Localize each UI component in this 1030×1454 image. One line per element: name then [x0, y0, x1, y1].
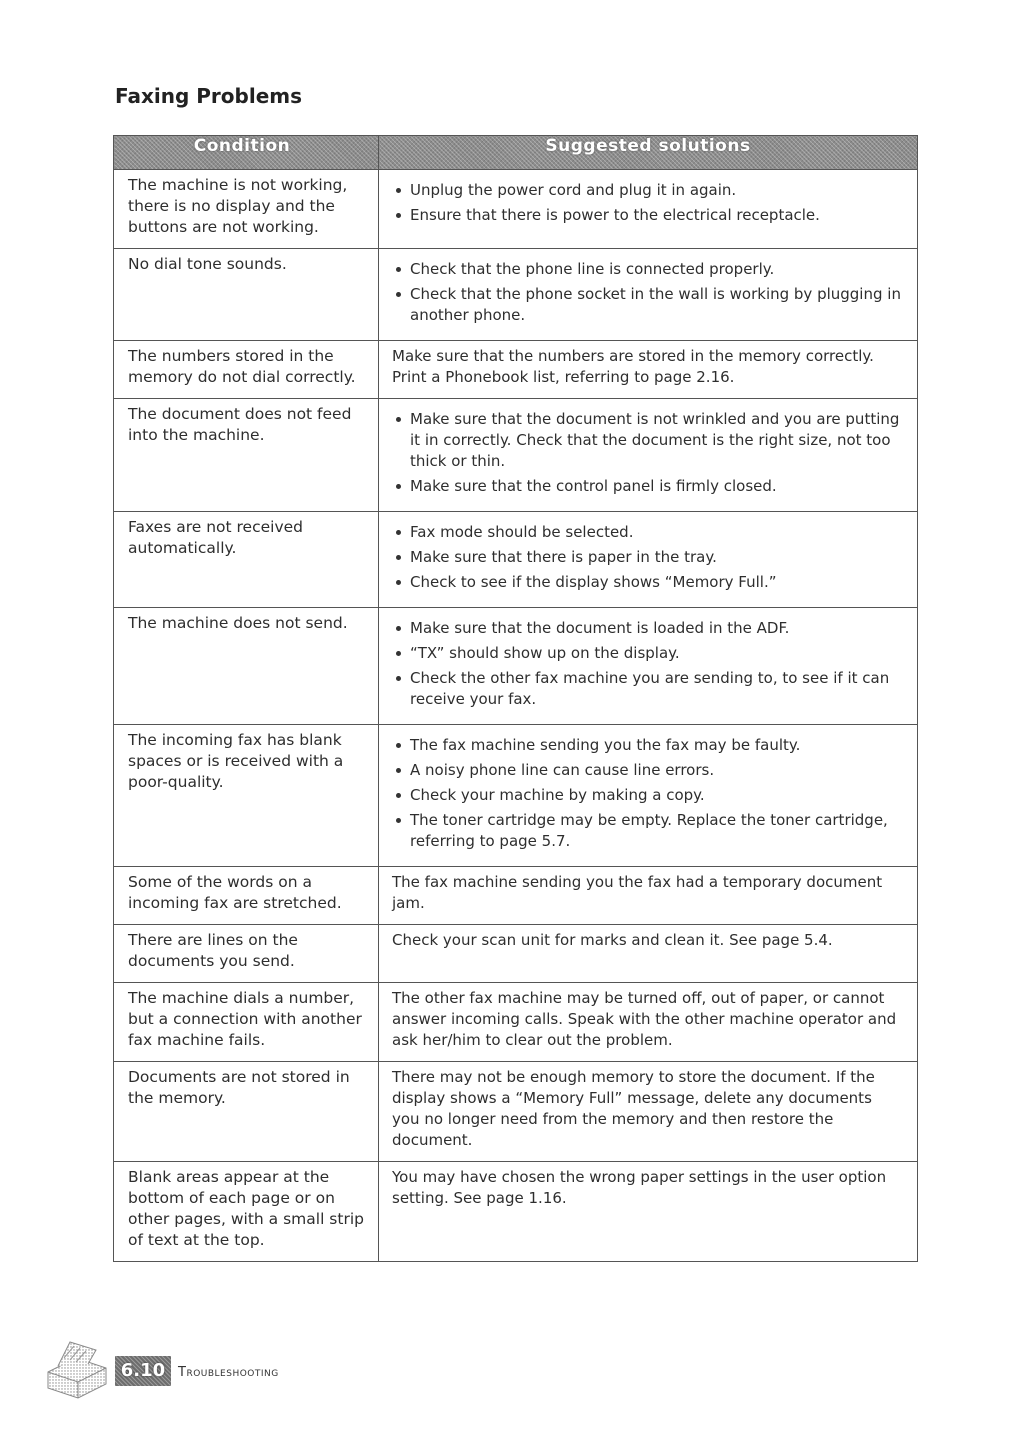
solution-cell	[379, 1162, 918, 1262]
condition-cell: The machine dials a number, but a connection with another fax machine fails.	[114, 983, 379, 1062]
table-row	[114, 725, 918, 867]
solutions-header	[379, 136, 918, 170]
solution-cell	[379, 512, 918, 608]
solution-list	[392, 735, 903, 852]
solution-item: The toner cartridge may be empty. Replace the toner cartridge, referring to page 5.7.	[392, 810, 903, 852]
solution-list	[392, 259, 903, 326]
solution-item: Fax mode should be selected.	[392, 522, 903, 543]
condition-header	[114, 136, 379, 170]
condition-cell: Documents are not stored in the memory.	[114, 1062, 379, 1162]
page-footer	[40, 1334, 440, 1404]
solution-item: Check that the phone socket in the wall is working by plugging in another phone.	[392, 284, 903, 326]
table-header-row	[114, 136, 918, 170]
condition-cell: Blank areas appear at the bottom of each page or on other pages, with a small strip of text at the top.	[114, 1162, 379, 1262]
page-title: Faxing Problems	[115, 84, 303, 108]
solution-text: Check your scan unit for marks and clean it. See page 5.4.	[392, 931, 833, 949]
condition-cell: Faxes are not received automatically.	[114, 512, 379, 608]
solution-cell	[379, 249, 918, 341]
solution-item: A noisy phone line can cause line errors.	[392, 760, 903, 781]
condition-cell: The machine is not working, there is no display and the buttons are not working.	[114, 170, 379, 249]
table-row	[114, 1062, 918, 1162]
table-row	[114, 925, 918, 983]
solution-cell	[379, 725, 918, 867]
condition-cell: There are lines on the documents you send.	[114, 925, 379, 983]
solutions-header-label: Suggested solutions	[545, 136, 751, 156]
condition-cell: The machine does not send.	[114, 608, 379, 725]
solution-text: The other fax machine may be turned off, out of paper, or cannot answer incoming calls. Speak with the other machine operator and ask her/him to clear out the problem.	[392, 989, 897, 1049]
table-row	[114, 399, 918, 512]
solution-cell	[379, 341, 918, 399]
table-row	[114, 512, 918, 608]
table-row	[114, 341, 918, 399]
solution-cell	[379, 170, 918, 249]
condition-cell: The document does not feed into the machine.	[114, 399, 379, 512]
table-row	[114, 867, 918, 925]
solution-list	[392, 618, 903, 710]
solution-cell	[379, 608, 918, 725]
solution-item: Make sure that there is paper in the tray.	[392, 547, 903, 568]
page-number: 6.10	[115, 1356, 171, 1386]
table-row	[114, 983, 918, 1062]
solution-text: There may not be enough memory to store the document. If the display shows a “Memory Full” message, delete any documents you no longer need from the memory and then restore the document.	[392, 1068, 875, 1149]
solution-list	[392, 180, 903, 226]
solution-text: Make sure that the numbers are stored in the memory correctly. Print a Phonebook list, referring to page 2.16.	[392, 347, 874, 386]
solution-cell	[379, 867, 918, 925]
printer-logo-icon	[40, 1334, 112, 1404]
solution-item: Check the other fax machine you are sending to, to see if it can receive your fax.	[392, 668, 903, 710]
solution-list	[392, 522, 903, 593]
condition-cell: Some of the words on a incoming fax are stretched.	[114, 867, 379, 925]
solution-text: You may have chosen the wrong paper settings in the user option setting. See page 1.16.	[392, 1168, 887, 1207]
solution-item: Check that the phone line is connected properly.	[392, 259, 903, 280]
solution-item: The fax machine sending you the fax may be faulty.	[392, 735, 903, 756]
section-name: Troubleshooting	[178, 1365, 279, 1380]
solution-cell	[379, 1062, 918, 1162]
table-row	[114, 608, 918, 725]
condition-header-label: Condition	[193, 136, 291, 156]
table-row	[114, 170, 918, 249]
faxing-problems-table	[113, 135, 918, 1262]
solution-item: Make sure that the document is loaded in the ADF.	[392, 618, 903, 639]
solution-list	[392, 409, 903, 497]
condition-cell: No dial tone sounds.	[114, 249, 379, 341]
solution-item: “TX” should show up on the display.	[392, 643, 903, 664]
solution-item: Check your machine by making a copy.	[392, 785, 903, 806]
table-row	[114, 249, 918, 341]
solution-item: Make sure that the control panel is firmly closed.	[392, 476, 903, 497]
condition-cell: The numbers stored in the memory do not dial correctly.	[114, 341, 379, 399]
solution-text: The fax machine sending you the fax had a temporary document jam.	[392, 873, 883, 912]
solution-item: Make sure that the document is not wrinkled and you are putting it in correctly. Check that the document is the right size, not too thick or thin.	[392, 409, 903, 472]
table-row	[114, 1162, 918, 1262]
solution-item: Ensure that there is power to the electrical receptacle.	[392, 205, 903, 226]
solution-item: Unplug the power cord and plug it in again.	[392, 180, 903, 201]
condition-cell: The incoming fax has blank spaces or is received with a poor-quality.	[114, 725, 379, 867]
solution-cell	[379, 983, 918, 1062]
solution-item: Check to see if the display shows “Memory Full.”	[392, 572, 903, 593]
solution-cell	[379, 925, 918, 983]
solution-cell	[379, 399, 918, 512]
